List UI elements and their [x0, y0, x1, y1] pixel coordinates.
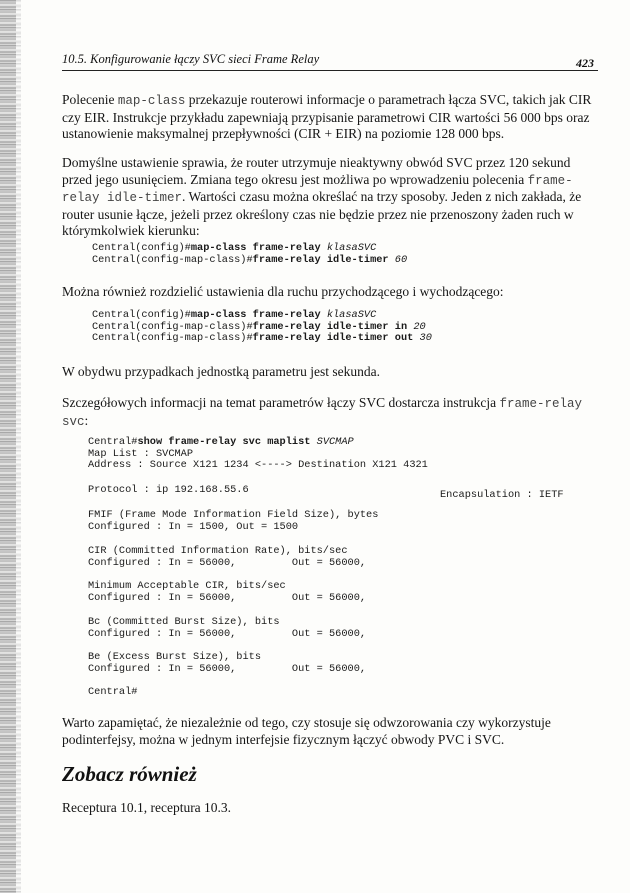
- paragraph-idle-timer: Domyślne ustawienie sprawia, że router utrzymuje nieaktywny obwód SVC przez 120 sekund przed jego usunięciem. Zmiana tego okresu jest możliwa po wprowadzeniu polecenia frame-relay idle-timer. Wartości czasu można określać na trzy sposoby. Jeden z nich zakłada, że router usunie łącze, jeżeli przez określony czas nie będzie przez nie przenoszony żaden ruch w którymkolwiek kierunku:: [62, 155, 582, 238]
- paragraph-in-out: Można również rozdzielić ustawienia dla ruchu przychodzącego i wychodzącego:: [62, 284, 504, 299]
- code-block-min-cir: [88, 581, 366, 604]
- code-line: Configured : In = 56000, Out = 56000,: [88, 556, 367, 569]
- scan-binding-shadow: [0, 0, 16, 893]
- code-line: Configured : In = 1500, Out = 1500: [88, 520, 299, 533]
- code-line: Central(config)#map-class frame-relay klasaSVC: [92, 309, 377, 321]
- paragraph-seconds: W obydwu przypadkach jednostką parametru jest sekunda.: [62, 364, 381, 379]
- code-block-show-output: [88, 437, 428, 472]
- code-block-bc: [88, 617, 366, 640]
- code-line: Central(config-map-class)#frame-relay idle-timer 60: [92, 253, 408, 266]
- code-line: Map List : SVCMAP: [88, 447, 194, 460]
- code-line: Minimum Acceptable CIR, bits/sec: [88, 580, 286, 592]
- page-number: 423: [576, 56, 594, 70]
- code-line-protocol: Protocol : ip 192.168.55.6: [88, 484, 249, 496]
- code-line: Central#show frame-relay svc maplist SVCMAP: [88, 436, 354, 448]
- inline-code: map-class: [117, 94, 186, 108]
- code-line: Central(config)#map-class frame-relay klasaSVC: [92, 242, 377, 254]
- code-line: Configured : In = 56000, Out = 56000,: [88, 627, 367, 640]
- code-block-be: [88, 652, 366, 675]
- code-line: FMIF (Frame Mode Information Field Size), bytes: [88, 509, 379, 521]
- paragraph-map-class: Polecenie map-class przekazuje routerowi informacje o parametrach łącza SVC, takich jak CIR czy EIR. Instrukcje przykładu zapewniają przypisanie parametrowi CIR wartości 56 000 bps oraz ustanowienie maksymalnej przepływności (CIR + EIR) na poziomie 128 000 bps.: [62, 92, 592, 141]
- scan-binding-shadow-inner: [16, 0, 21, 893]
- code-line: Bc (Committed Burst Size), bits: [88, 616, 280, 628]
- paragraph-show-svc: Szczegółowych informacji na temat parametrów łączy SVC dostarcza instrukcja frame-relay svc:: [62, 395, 582, 429]
- code-block-fmif: [88, 510, 378, 533]
- code-line: Be (Excess Burst Size), bits: [88, 651, 262, 663]
- header-title: 10.5. Konfigurowanie łączy SVC sieci Frame Relay: [62, 52, 320, 66]
- paragraph-pvc-svc: Warto zapamiętać, że niezależnie od tego, czy stosuje się odwzorowania czy wykorzystuje podinterfejsy, można w jednym interfejsie fizycznym łączyć obwody PVC i SVC.: [62, 715, 551, 747]
- paragraph-see-also: Receptura 10.1, receptura 10.3.: [62, 800, 232, 815]
- code-line: Configured : In = 56000, Out = 56000,: [88, 662, 367, 675]
- code-block-idle-timer: [92, 243, 407, 266]
- running-header: [62, 50, 598, 71]
- code-line: Configured : In = 56000, Out = 56000,: [88, 591, 367, 604]
- code-block-cir: [88, 546, 366, 569]
- code-line: Central(config-map-class)#frame-relay idle-timer out 30: [92, 332, 432, 344]
- inline-code: frame-relay svc: [62, 397, 582, 429]
- code-line: CIR (Committed Information Rate), bits/sec: [88, 545, 348, 557]
- code-line: Address : Source X121 1234 <----> Destination X121 4321: [88, 459, 428, 471]
- code-line-encapsulation: Encapsulation : IETF: [440, 489, 564, 501]
- inline-code: frame-relay idle-timer: [62, 173, 573, 205]
- code-block-in-out: [92, 310, 432, 345]
- section-heading: Zobacz również: [62, 762, 197, 786]
- code-line: Central(config-map-class)#frame-relay idle-timer in 20: [92, 320, 426, 333]
- code-line-prompt: Central#: [88, 686, 138, 698]
